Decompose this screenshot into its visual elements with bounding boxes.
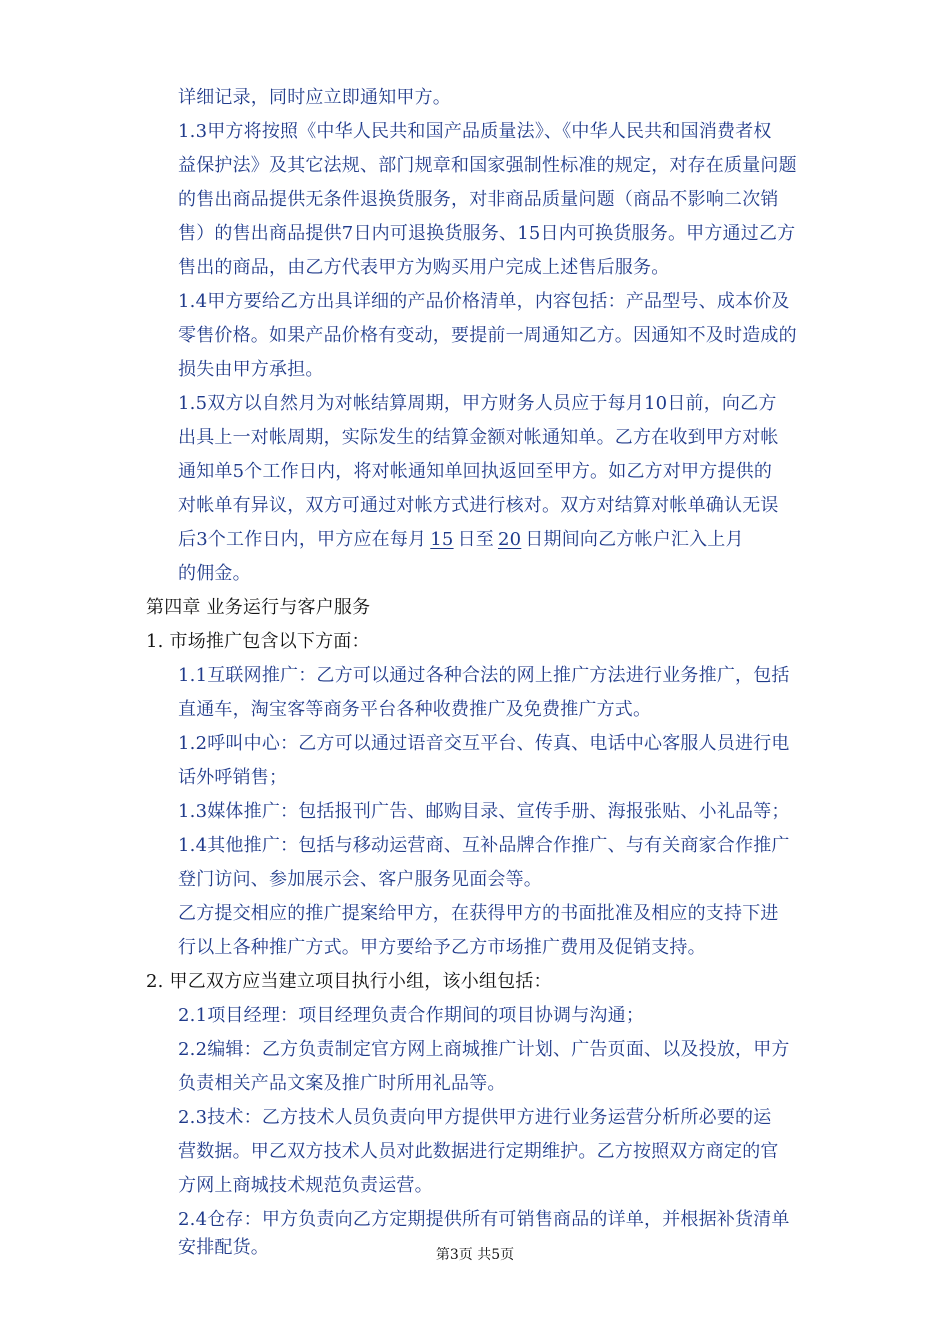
clause-2-3-line: 2.3技术：乙方技术人员负责向甲方提供甲方进行业务运营分析所必要的运	[178, 1107, 772, 1128]
paragraph-line: 行以上各种推广方式。甲方要给予乙方市场推广费用及促销支持。	[178, 937, 706, 958]
section-1-heading: 1. 市场推广包含以下方面：	[146, 631, 370, 652]
date-suffix-text: 日期间向乙方帐户汇入上月	[525, 529, 744, 550]
start-day-underlined: 15	[430, 529, 454, 550]
paragraph-line: 通知单5个工作日内，将对帐通知单回执返回至甲方。如乙方对甲方提供的	[178, 461, 773, 482]
paragraph-line: 方网上商城技术规范负责运营。	[178, 1175, 433, 1196]
paragraph-line-with-dates	[178, 528, 744, 552]
paragraph-line: 乙方提交相应的推广提案给甲方，在获得甲方的书面批准及相应的支持下进	[178, 903, 779, 924]
paragraph-line: 营数据。甲乙双方技术人员对此数据进行定期维护。乙方按照双方商定的官	[178, 1141, 779, 1162]
clause-2-1-line: 2.1项目经理：项目经理负责合作期间的项目协调与沟通；	[178, 1005, 645, 1026]
paragraph-line: 出具上一对帐周期，实际发生的结算金额对帐通知单。乙方在收到甲方对帐	[178, 427, 779, 448]
section-2-heading: 2. 甲乙双方应当建立项目执行小组，该小组包括：	[146, 971, 552, 992]
paragraph-line: 损失由甲方承担。	[178, 359, 324, 380]
page-footer	[0, 1246, 950, 1264]
date-prefix-text: 后3个工作日内，甲方应在每月	[178, 529, 427, 550]
clause-1-3-line: 1.3甲方将按照《中华人民共和国产品质量法》、《中华人民共和国消费者权	[178, 121, 772, 142]
clause-1-1-line: 1.1互联网推广：乙方可以通过各种合法的网上推广方法进行业务推广，包括	[178, 665, 790, 686]
clause-1-4-other-line: 1.4其他推广：包括与移动运营商、互补品牌合作推广、与有关商家合作推广	[178, 835, 790, 856]
paragraph-line: 售）的售出商品提供7日内可退换货服务、15日内可换货服务。甲方通过乙方	[178, 223, 796, 244]
end-day-underlined: 20	[497, 529, 522, 550]
paragraph-line: 登门访问、参加展示会、客户服务见面会等。	[178, 869, 542, 890]
paragraph-line: 安排配货。	[178, 1237, 269, 1258]
clause-1-3-media-line: 1.3媒体推广：包括报刊广告、邮购目录、宣传手册、海报张贴、小礼品等；	[178, 801, 790, 822]
date-middle-text: 日至	[457, 529, 494, 550]
clause-1-4-line: 1.4甲方要给乙方出具详细的产品价格清单，内容包括：产品型号、成本价及	[178, 291, 790, 312]
paragraph-line: 益保护法》及其它法规、部门规章和国家强制性标准的规定，对存在质量问题	[178, 155, 797, 176]
paragraph-line: 对帐单有异议，双方可通过对帐方式进行核对。双方对结算对帐单确认无误	[178, 495, 779, 516]
paragraph-line: 售出的商品，由乙方代表甲方为购买用户完成上述售后服务。	[178, 257, 670, 278]
chapter-heading: 第四章 业务运行与客户服务	[146, 597, 371, 618]
paragraph-line: 负责相关产品文案及推广时所用礼品等。	[178, 1073, 506, 1094]
paragraph-line: 的售出商品提供无条件退换货服务，对非商品质量问题（商品不影响二次销	[178, 189, 779, 210]
paragraph-line: 零售价格。如果产品价格有变动，要提前一周通知乙方。因通知不及时造成的	[178, 325, 797, 346]
paragraph-line: 直通车，淘宝客等商务平台各种收费推广及免费推广方式。	[178, 699, 652, 720]
paragraph-line: 的佣金。	[178, 563, 251, 584]
clause-2-4-line: 2.4仓存：甲方负责向乙方定期提供所有可销售商品的详单，并根据补货清单	[178, 1209, 790, 1230]
paragraph-line: 详细记录，同时应立即通知甲方。	[178, 87, 451, 108]
clause-1-2-line: 1.2呼叫中心：乙方可以通过语音交互平台、传真、电话中心客服人员进行电	[178, 733, 790, 754]
paragraph-line: 话外呼销售；	[178, 767, 288, 788]
page-number-label: 第3页 共5页	[435, 1247, 515, 1263]
clause-1-5-line: 1.5双方以自然月为对帐结算周期，甲方财务人员应于每月10日前，向乙方	[178, 393, 777, 414]
clause-2-2-line: 2.2编辑：乙方负责制定官方网上商城推广计划、广告页面、以及投放，甲方	[178, 1039, 790, 1060]
